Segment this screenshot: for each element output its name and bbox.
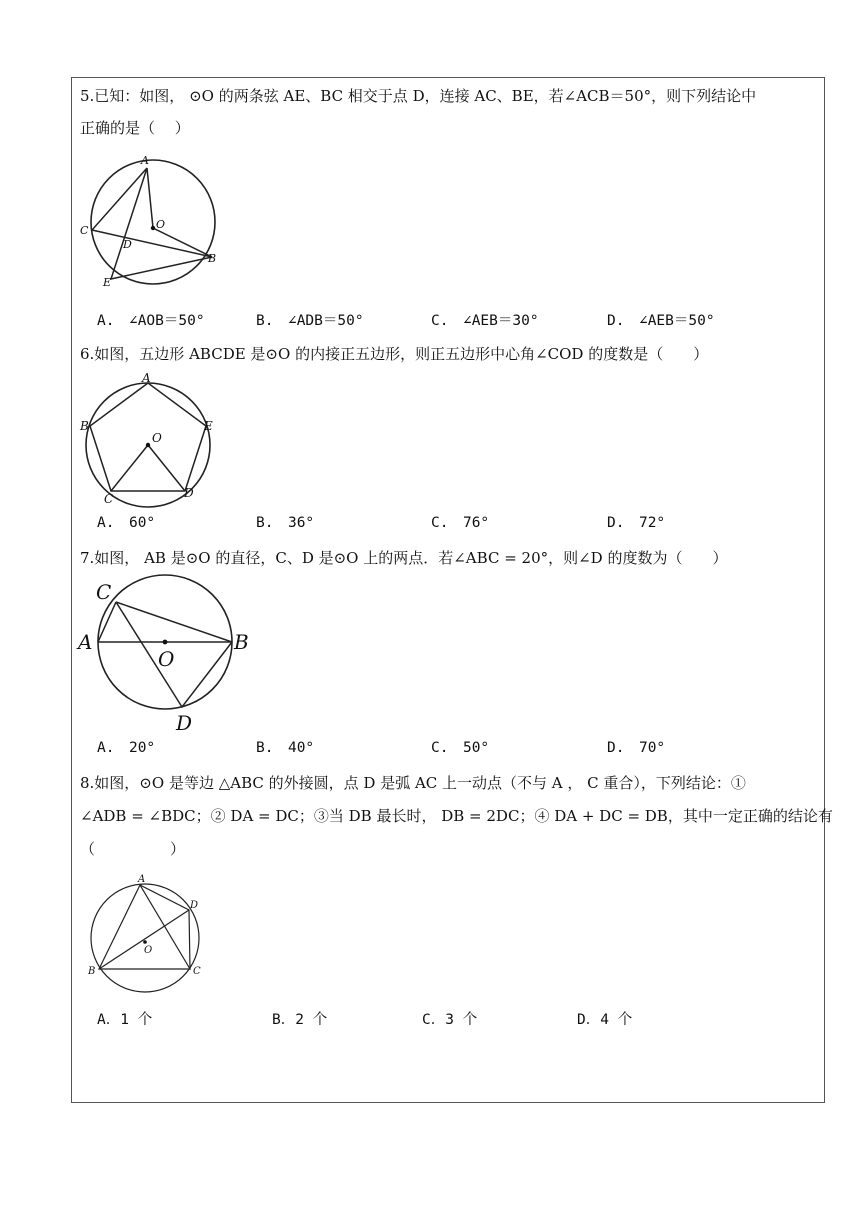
q7-label-O: O [158,647,175,671]
q6-label-D: D [184,486,194,500]
q6-stem-line1: 6.如图，五边形 ABCDE 是⊙O 的内接正五边形，则正五边形中心角∠COD 的度数是（ ） [80,345,709,363]
q7-stem-line1: 7.如图， AB 是⊙O 的直径，C、D 是⊙O 上的两点．若∠ABC = 20°，则∠D 的度数为（ ） [80,549,728,567]
q8-figure [86,870,216,985]
q5-option-b[interactable]: B. ∠ADB＝50° [256,313,364,329]
q8-label-B: B [88,966,96,977]
q8-stem-line1: 8.如图，⊙O 是等边 △ABC 的外接圆，点 D 是弧 AC 上一动点（不与 A ， C 重合），下列结论：① [80,774,746,792]
q6-option-b[interactable]: B. 36° [256,515,315,531]
q7-option-d[interactable]: D. 70° [607,740,666,756]
q6-label-E: E [204,419,213,433]
q5-stem-line2: 正确的是（ ） [80,119,190,137]
q7-figure [76,578,266,738]
q7-label-B: B [234,630,249,654]
q6-figure [78,370,228,505]
q5-label-O: O [156,218,166,231]
q5-label-A: A [141,154,149,167]
q5-label-D: D [123,238,132,251]
q5-option-a[interactable]: A. ∠AOB＝50° [97,313,205,329]
q5-option-d[interactable]: D. ∠AEB＝50° [607,313,715,329]
q8-label-C: C [193,966,201,977]
q5-label-C: C [80,224,89,237]
q7-label-C: C [96,580,112,604]
q5-figure [78,150,228,290]
q8-label-O: O [144,945,153,956]
q7-option-c[interactable]: C. 50° [431,740,490,756]
q5-label-B: B [208,252,217,265]
q8-stem-line2: ∠ADB = ∠BDC；② DA = DC；③当 DB 最长时， DB = 2DC；④ DA + DC = DB，其中一定正确的结论有 [80,807,833,825]
q6-option-a[interactable]: A. 60° [97,515,156,531]
q8-label-D: D [190,900,199,911]
q6-label-A: A [142,371,151,385]
q7-label-A: A [78,630,93,654]
q6-option-c[interactable]: C. 76° [431,515,490,531]
q6-label-B: B [80,419,89,433]
q8-option-b[interactable]: B．2 个 [272,1012,328,1028]
q5-label-E: E [103,276,112,289]
q6-label-O: O [152,431,162,445]
q5-stem-line1: 5.已知：如图， ⊙O 的两条弦 AE、BC 相交于点 D，连接 AC、BE，若∠ACB＝50°，则下列结论中 [80,87,757,105]
q7-option-a[interactable]: A. 20° [97,740,156,756]
q8-option-d[interactable]: D．4 个 [577,1012,633,1028]
q7-label-D: D [176,711,193,735]
q7-option-b[interactable]: B. 40° [256,740,315,756]
q6-label-C: C [104,492,114,506]
q8-label-A: A [138,874,146,885]
q5-option-c[interactable]: C. ∠AEB＝30° [431,313,539,329]
q8-option-a[interactable]: A．1 个 [97,1012,153,1028]
q6-option-d[interactable]: D. 72° [607,515,666,531]
q8-option-c[interactable]: C．3 个 [422,1012,478,1028]
q8-stem-line3: （ ） [80,840,186,858]
